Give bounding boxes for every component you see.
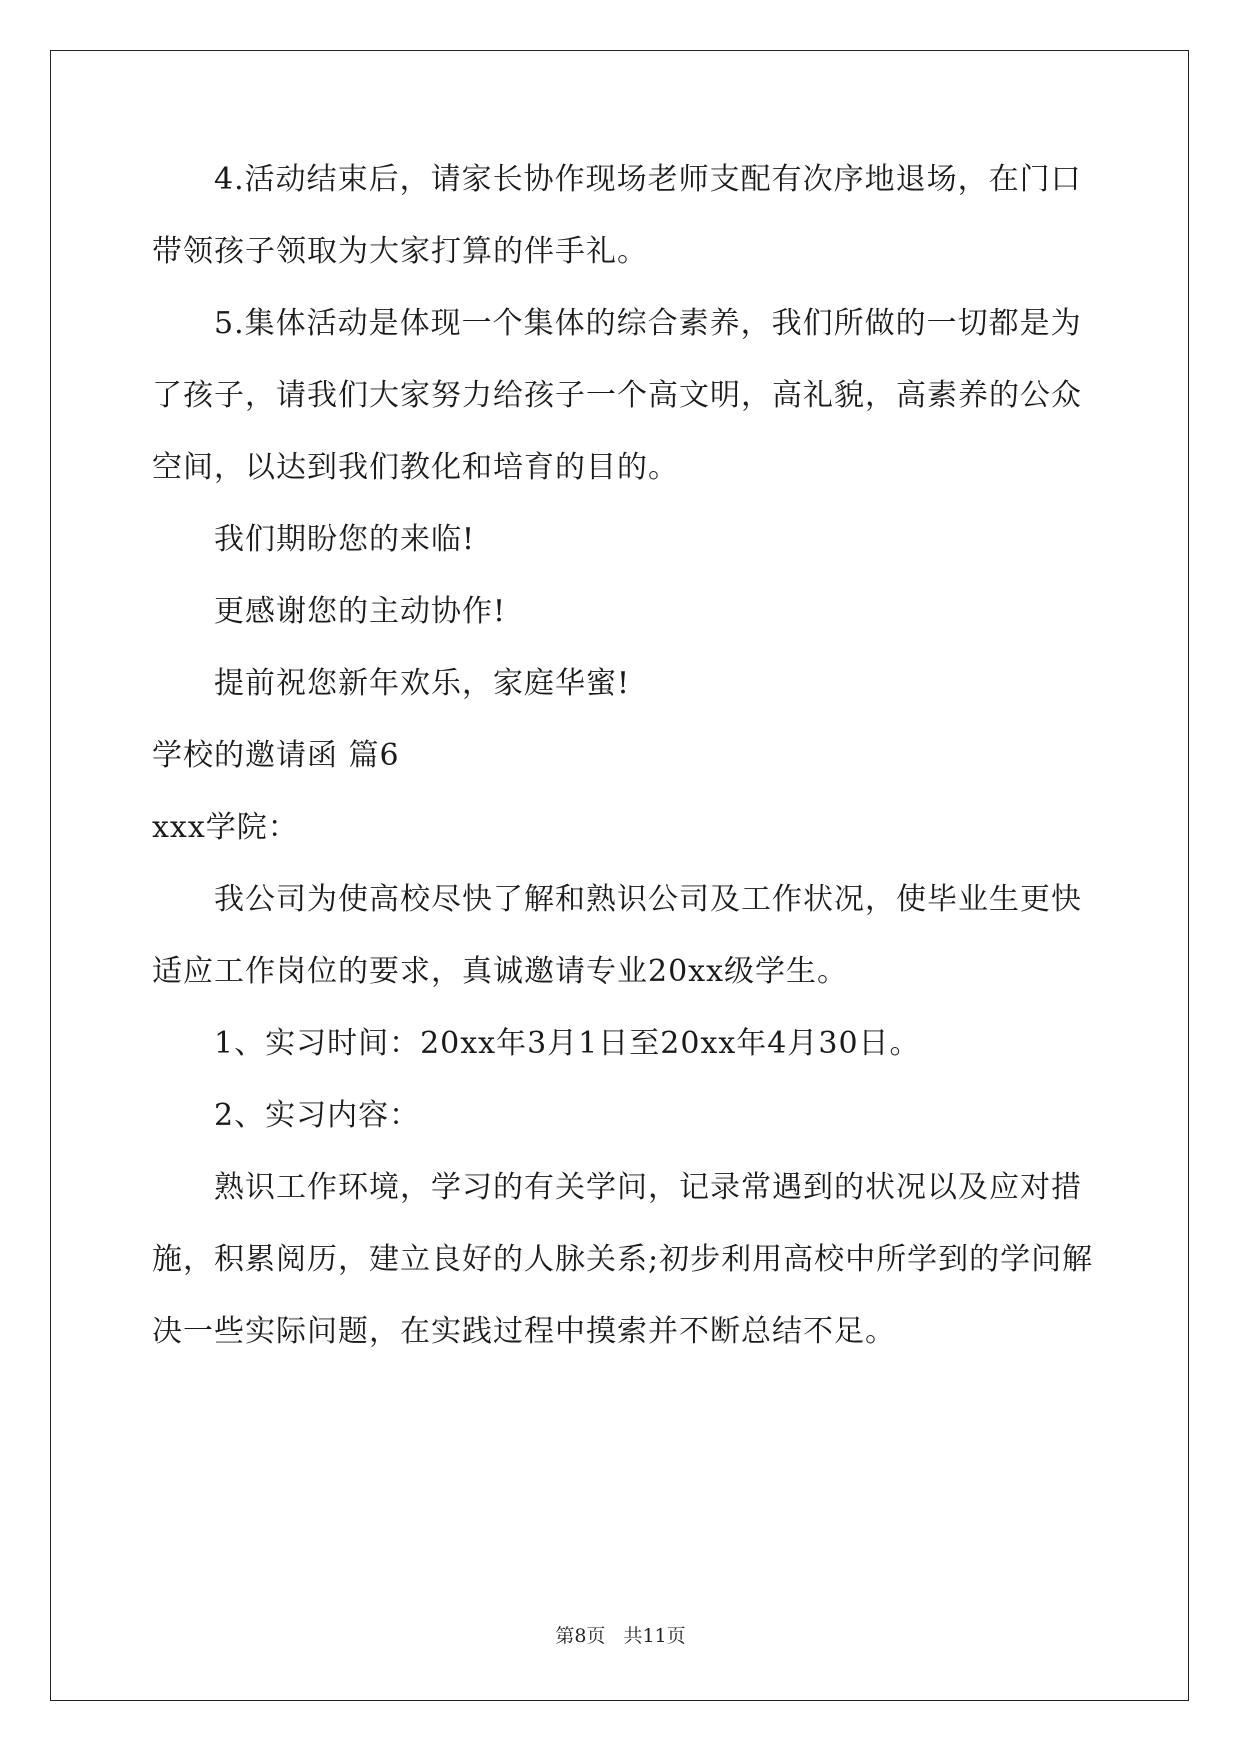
paragraph-line: 决一些实际问题，在实践过程中摸索并不断总结不足。 [152,1314,896,1349]
paragraph-line: 4.活动结束后，请家长协作现场老师支配有次序地退场，在门口 [214,162,1082,197]
section-heading: 学校的邀请函 篇6 [152,738,400,773]
page-total: 共11页 [623,1625,686,1647]
paragraph-line: 5.集体活动是体现一个集体的综合素养，我们所做的一切都是为 [214,306,1082,341]
paragraph-line: 适应工作岗位的要求，真诚邀请专业20xx级学生。 [152,954,849,989]
paragraph-line: 空间，以达到我们教化和培育的目的。 [152,450,679,485]
paragraph-line: 2、实习内容： [214,1098,421,1133]
paragraph-line: 了孩子，请我们大家努力给孩子一个高文明，高礼貌，高素养的公众 [152,378,1082,413]
paragraph-line: 提前祝您新年欢乐，家庭华蜜! [214,666,631,701]
paragraph-line: 更感谢您的主动协作! [214,594,507,629]
salutation: xxx学院： [152,810,299,845]
paragraph-line: 我们期盼您的来临! [214,522,476,557]
paragraph-line: 我公司为使高校尽快了解和熟识公司及工作状况，使毕业生更快 [214,882,1082,917]
paragraph-line: 带领孩子领取为大家打算的伴手礼。 [152,234,648,269]
page-footer [0,1624,1241,1648]
page-border [50,50,1189,1701]
paragraph-line: 熟识工作环境，学习的有关学问，记录常遇到的状况以及应对措 [214,1170,1082,1205]
page-number: 第8页 [555,1625,606,1647]
paragraph-line: 施，积累阅历，建立良好的人脉关系;初步利用高校中所学到的学问解 [152,1242,1094,1277]
paragraph-line: 1、实习时间：20xx年3月1日至20xx年4月30日。 [214,1026,921,1061]
